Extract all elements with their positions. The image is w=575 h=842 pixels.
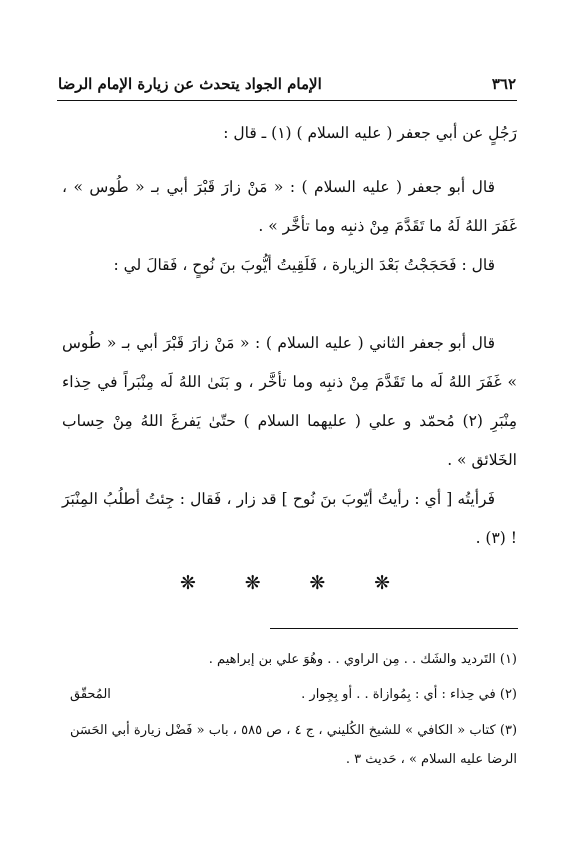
page-number: ٣٦٢ [491, 75, 516, 93]
footnote-3: (٣) كتاب « الكافي » للشيخ الكُليني ، ج ٤ ، ص ٥٨٥ ، باب « فَضْل زيارة أبي الحَسَن الرضا عليه السلام » ، حَديث ٣ . [70, 723, 518, 767]
header-rule [57, 100, 517, 101]
paragraph-2: قال أبو جعفر ( عليه السلام ) : « مَنْ زارَ قَبْرَ أبي بـ « طُوس » ، غَفَرَ اللهُ لَهُ ما تَقَدَّمَ مِنْ ذنبِه وما تأخَّر » . [62, 178, 517, 235]
separator-star: ❋ [244, 572, 261, 594]
paragraph-1: رَجُلٍ عن أبي جعفر ( عليه السلام ) (١) ـ قال : [223, 124, 517, 142]
separator-star: ❋ [374, 572, 390, 594]
separator-star: ❋ [180, 572, 196, 594]
section-separator [180, 572, 390, 594]
paragraph-3: قال : فَحَجَجْتُ بَعْدَ الزيارة ، فَلَقِيتُ أيُّوبَ بنَ نُوحٍ ، فَقالَ لي : [113, 256, 495, 274]
paragraph-5: فَرأيتُه [ أي : رأيتُ أيّوبَ بنَ نُوح ] قد زار ، فَقال : جِئتُ أطلُبُ المِنْبَرَ ! (٣) . [62, 490, 517, 547]
footnote-1: (١) التَرديد والشَك . . مِن الراوي . . وهُوَ علي بن إبراهيم . [208, 652, 517, 667]
footnote-rule [270, 628, 518, 629]
footnote-2-attribution: المُحقّق [70, 687, 111, 702]
page-header [58, 70, 516, 98]
paragraph-4: قال أبو جعفر الثاني ( عليه السلام ) : « مَنْ زارَ قَبْرَ أبي بـ « طُوس » غَفَرَ اللهُ لَه ما تَقَدَّمَ مِنْ ذنبِه وما تأخَّر ، و بَنَىٰ اللهُ لَه مِنْبَراً في حِذاء مِنْبَرِ (٢) مُحمّد و علي ( عليهما السلام ) حتّىٰ يَفرغَ اللهُ مِنْ حِساب الخَلائق » . [62, 334, 517, 469]
running-title: الإمام الجواد يتحدث عن زيارة الإمام الرضا [58, 75, 322, 93]
footnote-2 [70, 680, 517, 709]
separator-star: ❋ [309, 572, 326, 594]
footnote-2-text: (٢) في حِذاء : أي : بِمُوازاة . . أو بِجِوار . [301, 687, 517, 702]
